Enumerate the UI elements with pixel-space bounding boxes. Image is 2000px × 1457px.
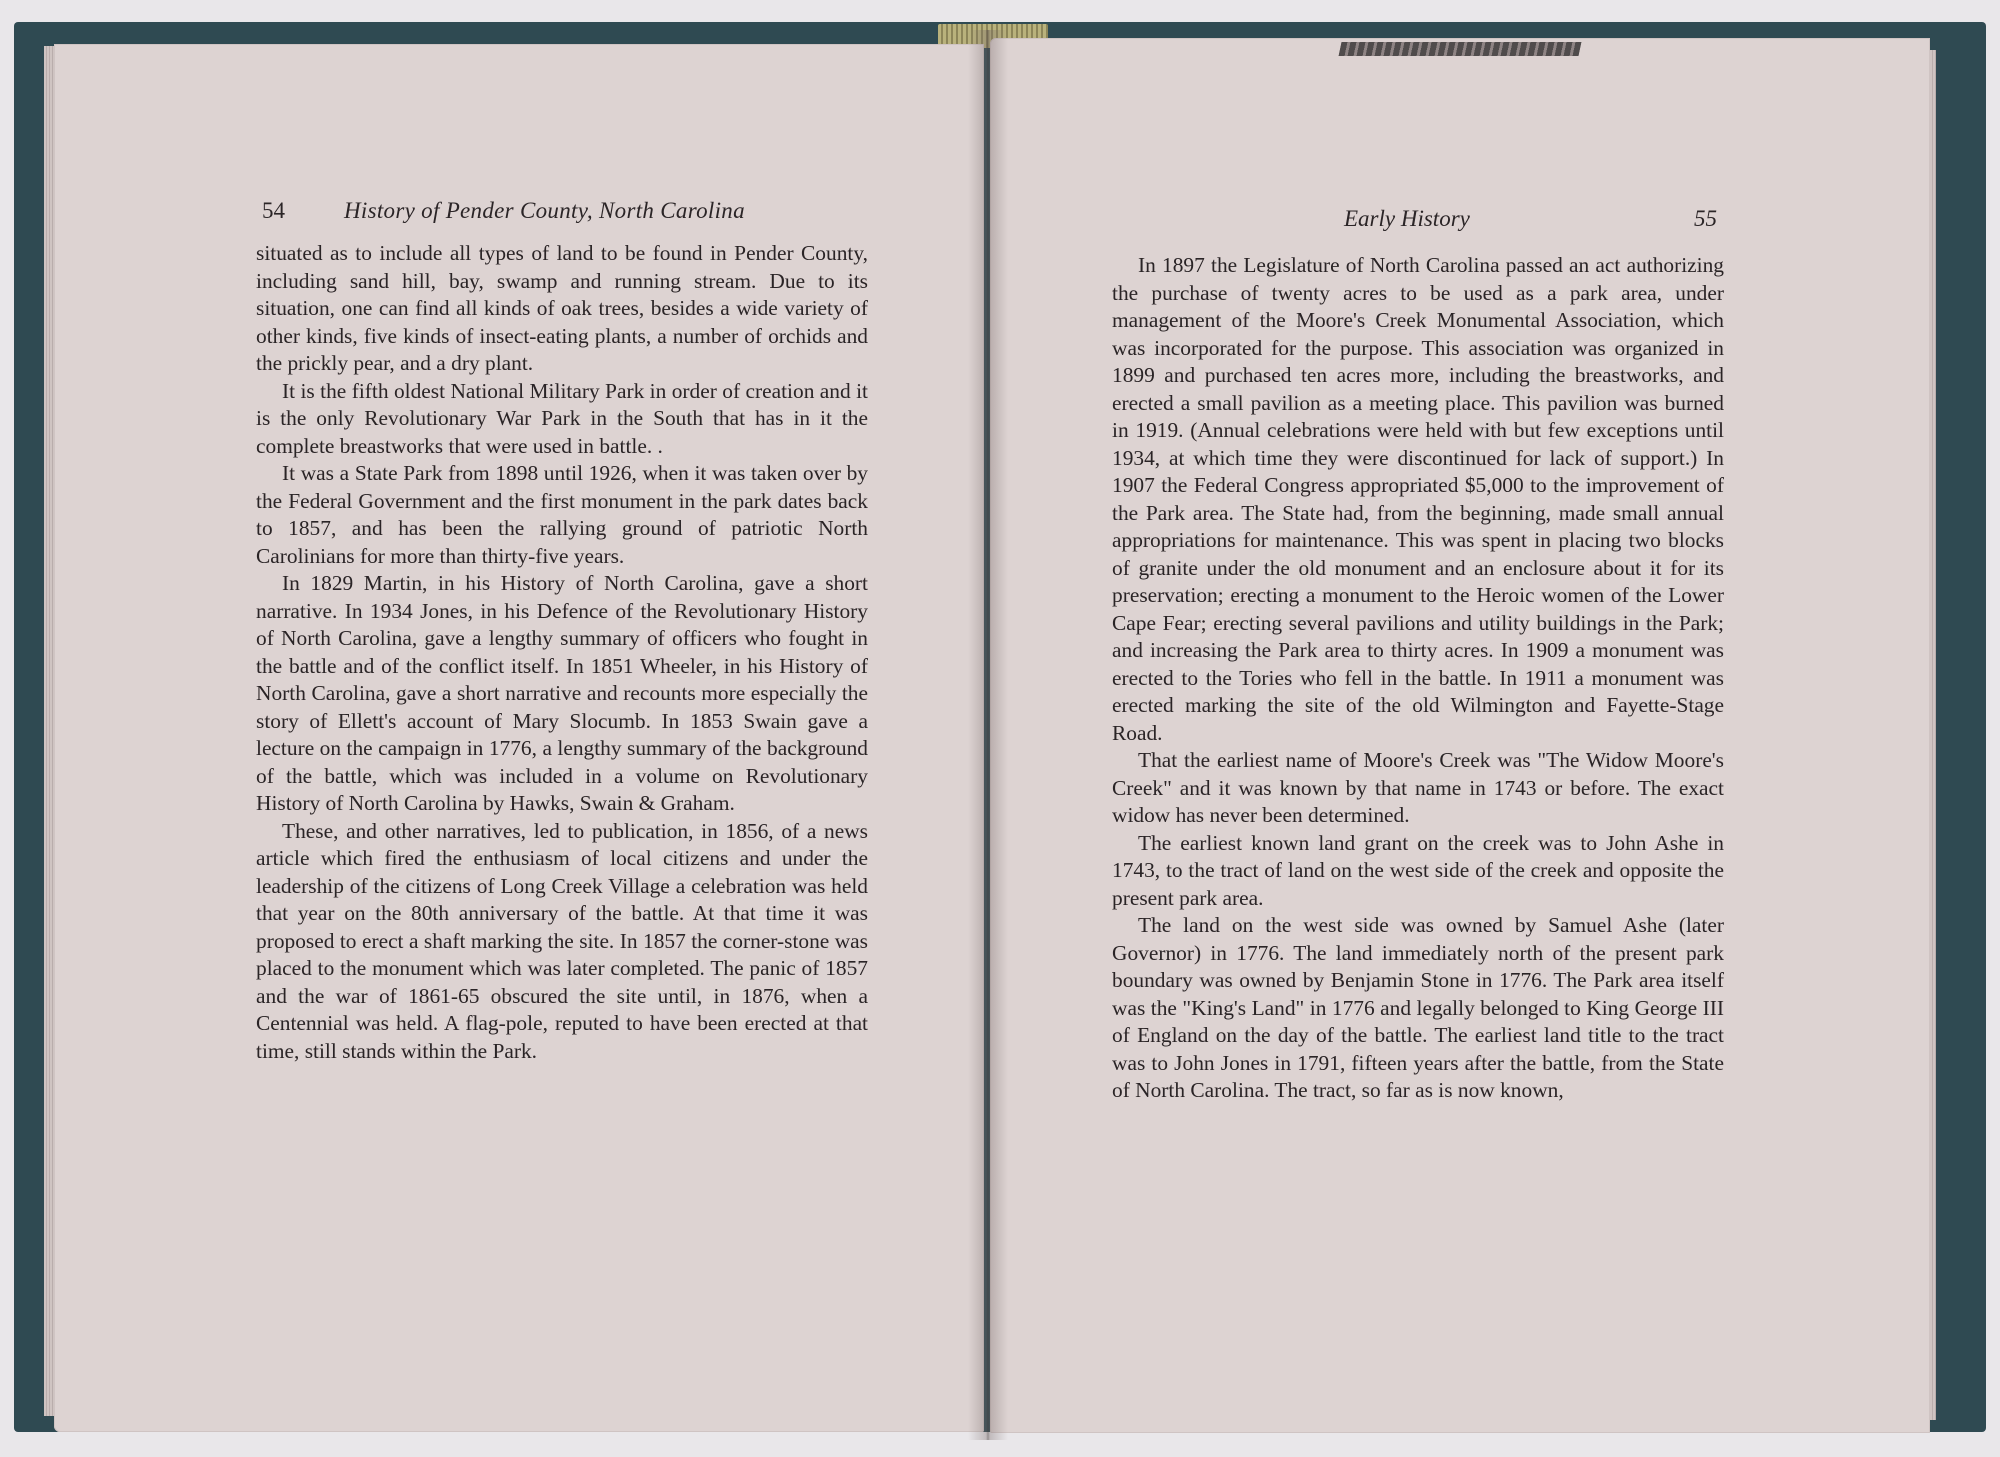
left-paragraph-3: It was a State Park from 1898 until 1926, when it was taken over by the Federal Government and the first monument in the park dates back to 1857, and has been the rallying ground of patriotic North Carolinians for more than thirty-five years. — [256, 461, 868, 568]
right-paragraph-2: That the earliest name of Moore's Creek was "The Widow Moore's Creek" and it was known by that name in 1743 or before. The exact widow has never been determined. — [1112, 748, 1724, 827]
right-page-number: 55 — [1694, 206, 1717, 231]
left-page-number: 54 — [262, 198, 285, 223]
book-gutter — [968, 30, 1008, 1440]
left-paragraph-5: These, and other narratives, led to publication, in 1856, of a news article which fired the enthusiasm of local citizens and under the leadership of the citizens of Long Creek Village a celebration was held that year on the 80th anniversary of the battle. At that time it was proposed to erect a shaft marking the site. In 1857 the corner-stone was placed to the monument which was later completed. The panic of 1857 and the war of 1861-65 obscured the site until, in 1876, when a Centennial was held. A flag-pole, reputed to have been erected at that time, still stands within the Park. — [256, 818, 868, 1063]
right-paragraph-4: The land on the west side was owned by Samuel Ashe (later Governor) in 1776. The land immediately north of the present park boundary was owned by Benjamin Stone in 1776. The Park area itself was the "King's Land" in 1776 and legally belonged to King George III of England on the day of the battle. The earliest land title to the tract was to John Jones in 1791, fifteen years after the battle, from the State of North Carolina. The tract, so far as is now known, — [1112, 913, 1724, 1102]
top-edge-stamp — [1339, 42, 1582, 56]
right-running-head: Early History — [1344, 206, 1470, 231]
left-paragraph-1: situated as to include all types of land to be found in Pender County, including sand hill, bay, swamp and running stream. Due to its situation, one can find all kinds of oak trees, besides a wide variety of other kinds, five kinds of insect-eating plants, a number of orchids and the prickly pear, and a dry plant. — [256, 241, 868, 375]
left-paragraph-4: In 1829 Martin, in his History of North Carolina, gave a short narrative. In 1934 Jones, in his Defence of the Revolutionary History of North Carolina, gave a lengthy summary of officers who fought in the battle and of the conflict itself. In 1851 Wheeler, in his History of North Carolina, gave a short narrative and recounts more especially the story of Ellett's account of Mary Slocumb. In 1853 Swain gave a lecture on the campaign in 1776, a lengthy summary of the background of the battle, which was included in a volume on Revolutionary History of North Carolina by Hawks, Swain & Graham. — [256, 571, 868, 815]
right-page-body — [1112, 252, 1724, 1105]
right-paragraph-1: In 1897 the Legislature of North Carolina passed an act authorizing the purchase of twenty acres to be used as a park area, under management of the Moore's Creek Monumental Association, which was incorporated for the purpose. This association was organized in 1899 and purchased ten acres more, including the breastworks, and erected a small pavilion as a meeting place. This pavilion was burned in 1919. (Annual celebrations were held with but few exceptions until 1934, at which time they were discontinued for lack of support.) In 1907 the Federal Congress appropriated $5,000 to the improvement of the Park area. The State had, from the beginning, made small annual appropriations for maintenance. This was spent in placing two blocks of granite under the old monument and an enclosure about it for its preservation; erecting a monument to the Heroic women of the Lower Cape Fear; erecting several pavilions and utility buildings in the Park; and increasing the Park area to thirty acres. In 1909 a monument was erected to the Tories who fell in the battle. In 1911 a monument was erected marking the site of the old Wilmington and Fayette-Stage Road. — [1112, 253, 1724, 745]
left-page-body — [256, 240, 868, 1065]
left-paragraph-2: It is the fifth oldest National Military Park in order of creation and it is the only Revolutionary War Park in the South that has in it the complete breastworks that were used in battle. . — [256, 378, 868, 458]
right-paragraph-3: The earliest known land grant on the creek was to John Ashe in 1743, to the tract of land on the west side of the creek and opposite the present park area. — [1112, 830, 1724, 910]
left-running-head: History of Pender County, North Carolina — [344, 198, 745, 223]
